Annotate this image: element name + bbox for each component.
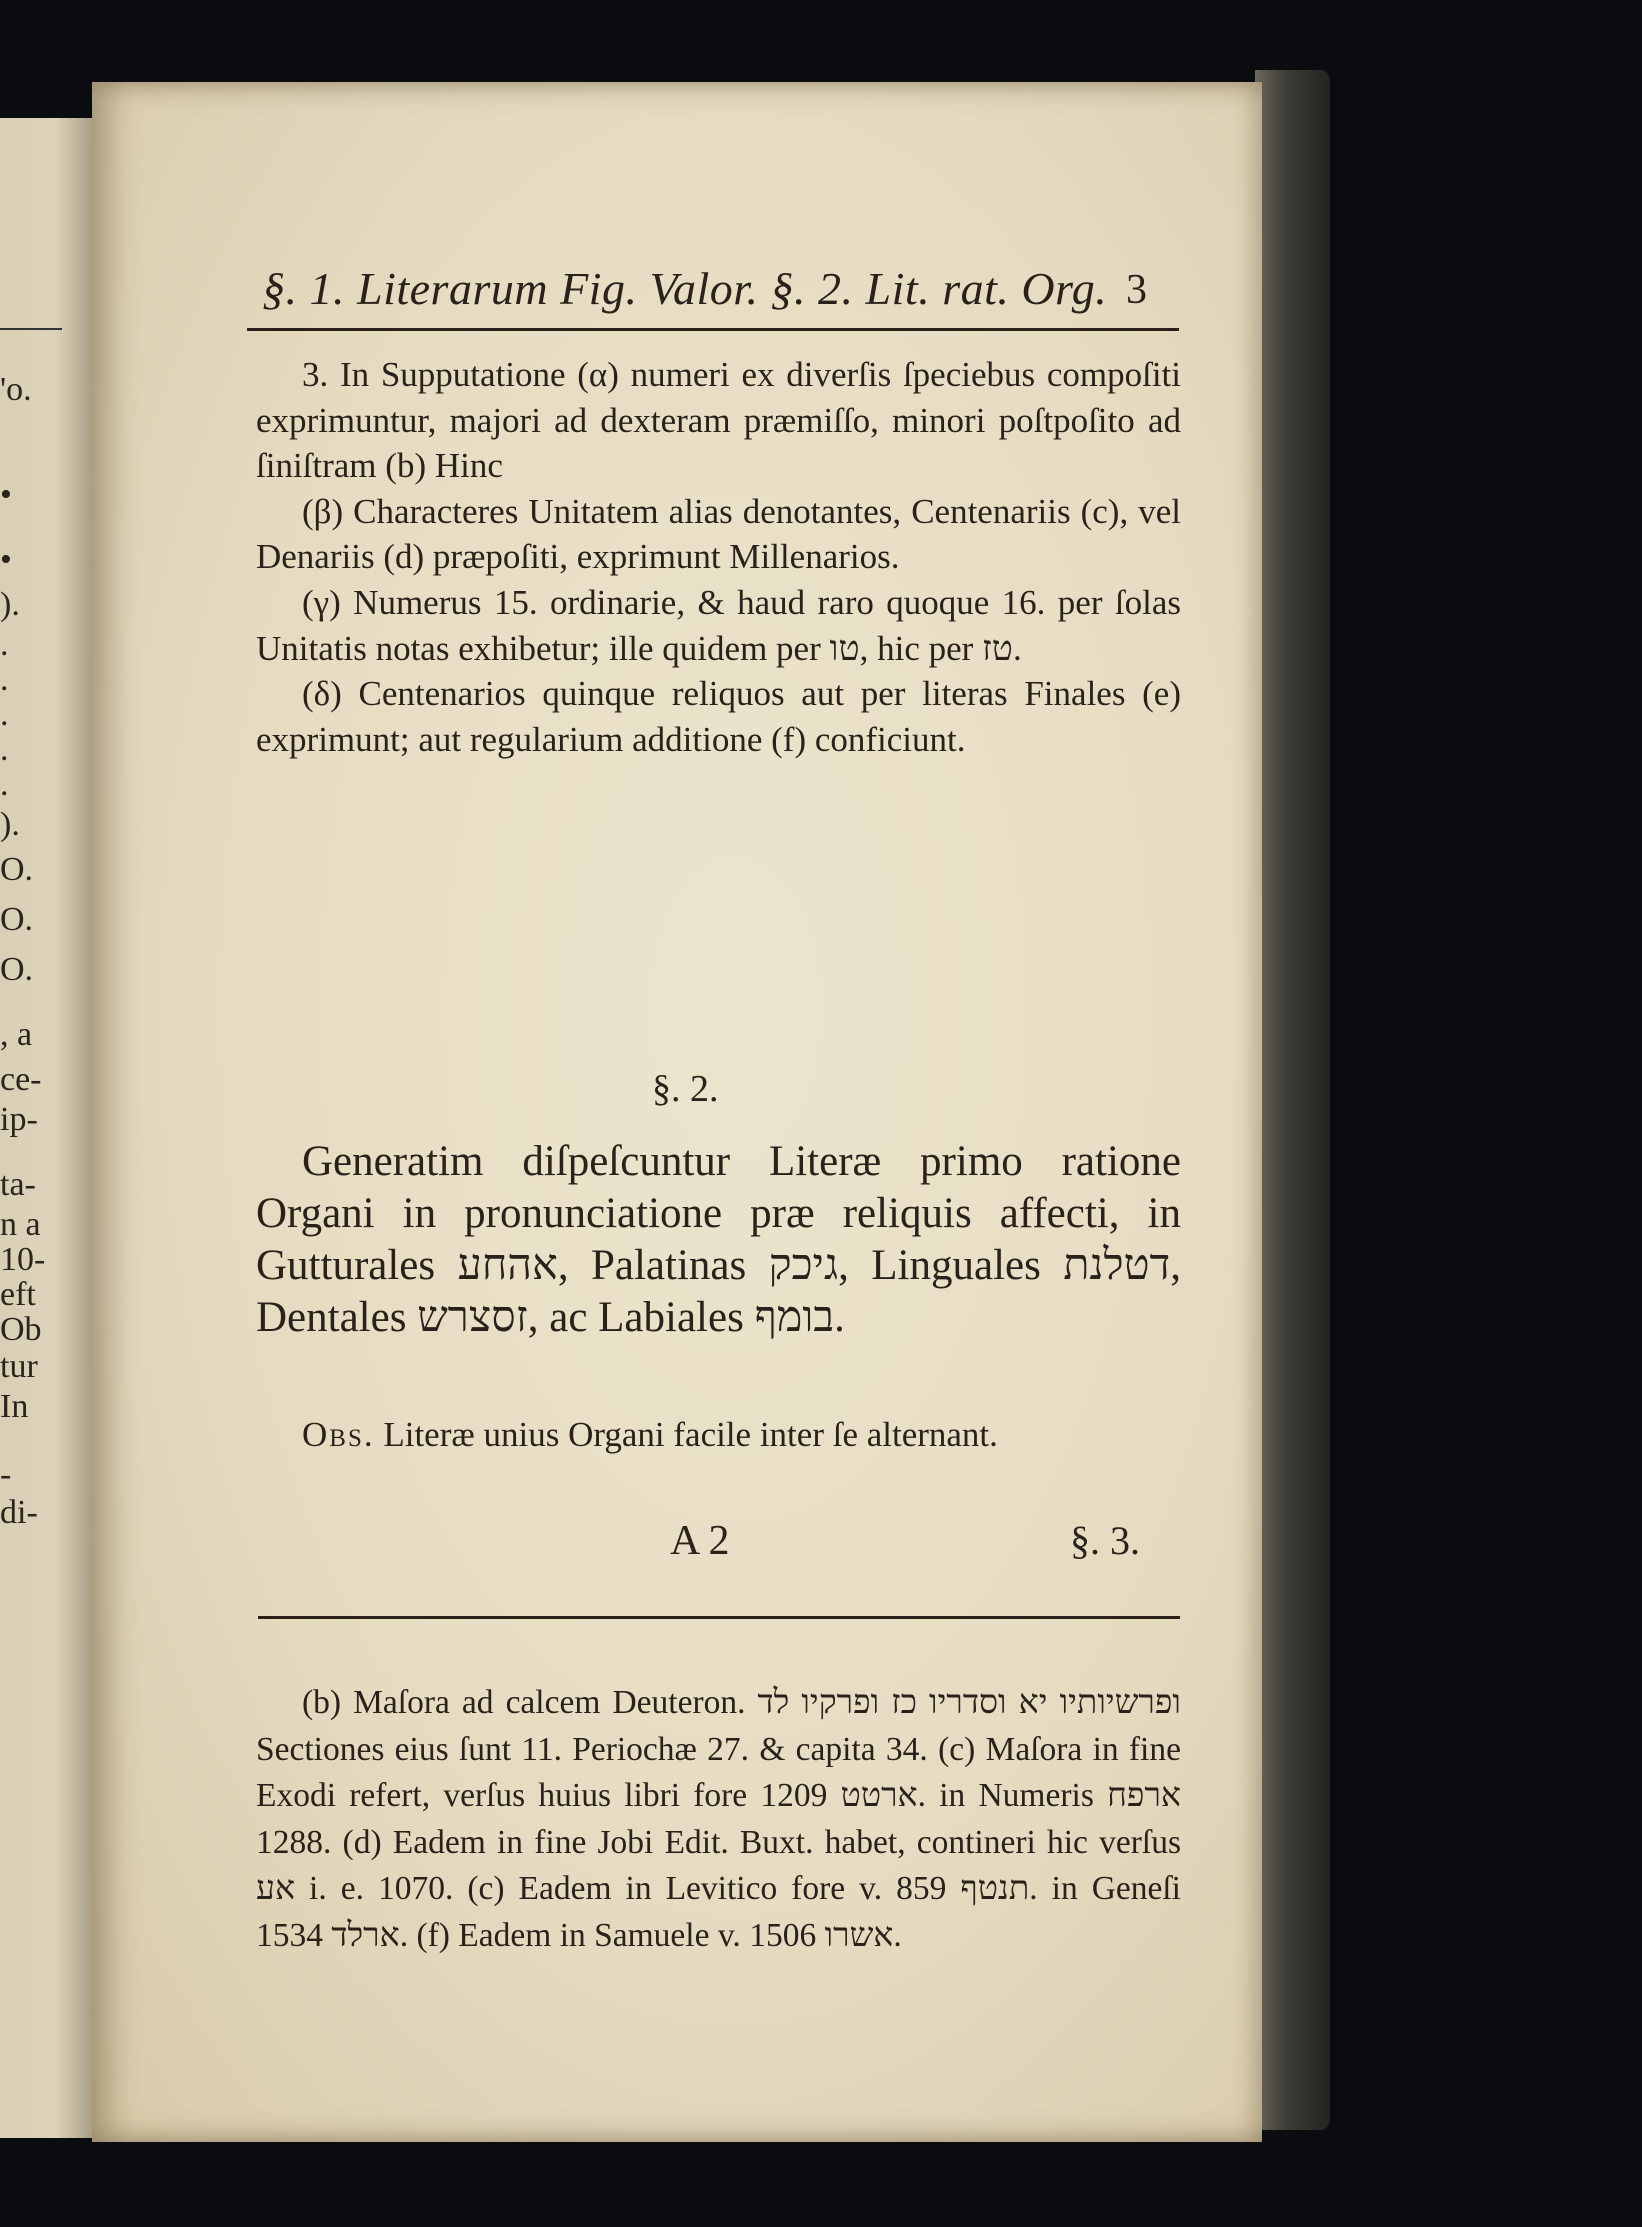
left-fragment: In [0,1388,29,1425]
left-facing-page [0,118,92,2138]
left-fragment: n a [0,1206,41,1243]
left-fragment: tur [0,1348,38,1385]
left-fragment: . [0,661,9,698]
section-2-body [256,1136,1181,1344]
left-fragment: 10- [0,1241,46,1278]
section-2-text: Generatim diſpeſcuntur Literæ primo ratione Organi in pronunciatione præ reliquis affecti, in Gutturales אהחע, Palatinas גיכק, Linguales דטלנת, Dentales זסצרש, ac Labiales בומף. [256,1138,1181,1341]
left-fragment: , a [0,1016,33,1053]
footnotes [256,1680,1181,1959]
para3-text: 3. In Supputatione (α) numeri ex diverſis ſpeciebus compoſiti exprimuntur, majori ad dexteram præmiſſo, minori poſtpoſito ad ſiniſtram (b) Hinc [256,355,1181,486]
obs-text: Literæ unius Organi facile inter ſe alternant. [383,1415,998,1454]
left-page-rule [0,328,62,330]
left-fragment: ). [0,806,20,843]
footnote-rule [258,1616,1180,1619]
left-fragment: . [0,766,9,803]
left-fragment: . [0,626,9,663]
right-page [92,82,1262,2142]
left-fragment: 'o. [0,371,32,408]
running-header-title: §. 1. Literarum Fig. Valor. §. 2. Lit. rat. Org. [262,263,1108,314]
running-header [262,262,1147,322]
left-fragment: • [0,541,12,578]
obs-label: Obs. [302,1415,375,1454]
left-fragment: ta- [0,1166,36,1203]
left-fragment: O. [0,901,34,938]
para3-beta: (β) Characteres Unitatem alias denotantes, Centenariis (c), vel Denariis (d) præpoſiti, exprimunt Millenarios. [256,491,1181,577]
book-cover-edge [1255,70,1330,2130]
left-fragment: . [0,696,9,733]
page-number: 3 [1126,267,1147,313]
para3-delta: (δ) Centenarios quinque reliquos aut per literas Finales (e) exprimunt; aut regularium additione (f) conficiunt. [256,674,1181,759]
header-rule [247,328,1179,331]
catchword: §. 3. [1070,1518,1140,1563]
left-fragment: O. [0,951,34,988]
observation [256,1412,1181,1458]
footnote-text: (b) Maſora ad calcem Deuteron. ופרשיותיו יא וסדריו כז ופרקיו לד Sectiones eius ſunt 11. Periochæ 27. & capita 34. (c) Maſora in fine Exodi refert, verſus huius libri fore ארטט 1209. in Numeris ארפח 1288. (d) Eadem in fine Jobi Edit. Buxt. habet, contineri hic verſus אע i. e. 1070. (c) Eadem in Levitico fore v. תנטף 859. in Geneſi ארלד 1534. (f) Eadem in Samuele v. אשרו 1506. [256,1684,1182,1954]
left-fragment: • [0,476,12,513]
section-heading: §. 2. [652,1068,719,1110]
left-fragment: . [0,731,9,768]
left-fragment: ce- [0,1061,42,1098]
left-fragment: - [0,1456,12,1493]
left-fragment: ). [0,586,20,623]
left-fragment: di- [0,1494,38,1531]
left-fragment: ip- [0,1101,38,1138]
para3-gamma: (γ) Numerus 15. ordinarie, & haud raro quoque 16. per ſolas Unitatis notas exhibetur; ille quidem per טו, hic per טז. [256,582,1181,668]
left-fragment: eft [0,1276,36,1313]
left-fragment: Ob [0,1311,42,1348]
paragraph-3 [256,352,1181,762]
left-fragment: O. [0,851,34,888]
signature-mark: A 2 [670,1518,730,1564]
